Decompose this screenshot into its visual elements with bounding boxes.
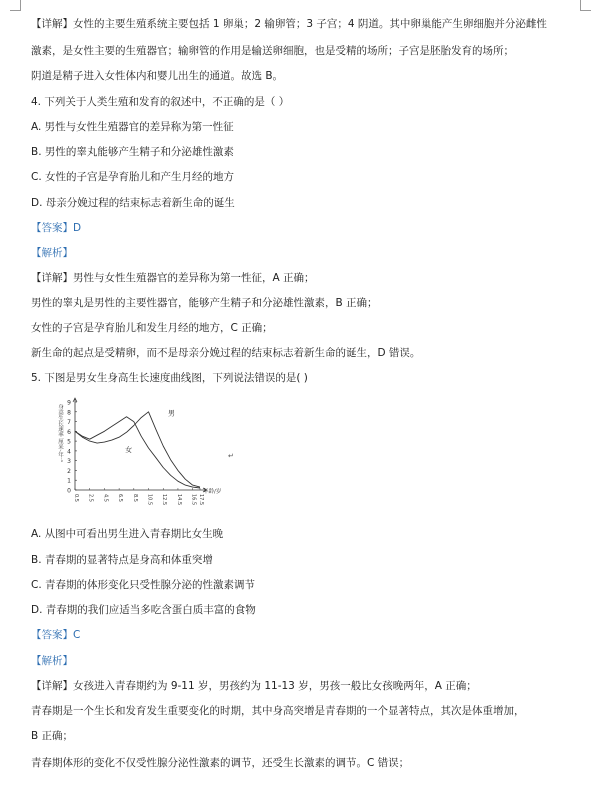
- x-tick-label: 6.5: [117, 494, 124, 502]
- page-corner-mark: [580, 0, 591, 11]
- option-b: B. 青春期的显著特点是身高和体重突增: [31, 554, 213, 566]
- series-label-male: 男: [167, 409, 175, 418]
- x-tick-label: 17.5: [198, 494, 204, 506]
- text-line: 男性的睾丸是男性的主要性器官，能够产生精子和分泌雄性激素，B 正确；: [31, 297, 378, 309]
- option-d: D. 母亲分娩过程的结束标志着新生命的诞生: [31, 197, 235, 209]
- x-tick-label: 4.5: [102, 494, 109, 502]
- x-tick-label: 12.5: [161, 494, 168, 506]
- text-line: 激素，是女性主要的生殖器官；输卵管的作用是输送卵细胞，也是受精的场所；子宫是胚胎发育的场所；: [31, 45, 514, 57]
- text-line: 青春期体形的变化不仅受性腺分泌性激素的调节，还受生长激素的调节。C 错误；: [31, 757, 410, 769]
- text-line: 【详解】女性的主要生殖系统主要包括 1 卵巢；2 输卵管；3 子宫；4 阴道。其中卵巢能产生卵细胞并分泌雌性: [31, 18, 547, 30]
- option-d: D. 青春期的我们应适当多吃含蛋白质丰富的食物: [31, 604, 256, 616]
- option-b: B. 男性的睾丸能够产生精子和分泌雄性激素: [31, 146, 234, 158]
- text-line: 【详解】女孩进入青春期约为 9-11 岁，男孩约为 11-13 岁，男孩一般比女孩晚两年，A 正确；: [31, 680, 477, 692]
- analysis-label: 【解析】: [31, 655, 73, 667]
- y-tick-label: 5: [67, 438, 71, 446]
- x-tick-label: 0.5: [73, 494, 79, 502]
- option-a: A. 男性与女性生殖器官的差异称为第一性征: [31, 121, 234, 133]
- analysis-label: 【解析】: [31, 247, 73, 259]
- y-tick-label: 1: [67, 477, 71, 485]
- y-tick-label: 9: [67, 399, 71, 407]
- y-tick-label: 7: [67, 419, 71, 427]
- text-line: 女性的子宫是孕育胎儿和发生月经的地方，C 正确；: [31, 322, 273, 334]
- growth-rate-chart: [55, 396, 225, 508]
- series-line-female: [75, 417, 200, 488]
- page-corner-mark: [10, 0, 21, 11]
- series-label-female: 女: [125, 446, 133, 455]
- text-line: 青春期是一个生长和发育发生重要变化的时期，其中身高突增是青春期的一个显著特点，其次是体重增加，: [31, 705, 525, 717]
- x-tick-label: 10.5: [146, 494, 153, 506]
- question-5-stem: 5. 下图是男女生身高生长速度曲线图，下列说法错误的是( ): [31, 372, 308, 384]
- series-line-male: [75, 412, 200, 487]
- x-tick-label: 14.5: [175, 494, 182, 506]
- y-tick-label: 3: [67, 458, 71, 466]
- x-tick-label: 16.5: [190, 494, 197, 506]
- answer-label: 【答案】C: [31, 629, 81, 641]
- x-tick-label: 2.5: [87, 494, 94, 502]
- text-line: 阴道是精子进入女性体内和婴儿出生的通道。故选 B。: [31, 70, 284, 82]
- text-line: B 正确；: [31, 730, 74, 742]
- question-4-stem: 4. 下列关于人类生殖和发育的叙述中，不正确的是（ ）: [31, 96, 290, 108]
- y-tick-label: 2: [67, 467, 71, 475]
- option-c: C. 青春期的体形变化只受性腺分泌的性激素调节: [31, 579, 256, 591]
- x-tick-label: 8.5: [131, 494, 138, 502]
- option-a: A. 从图中可看出男生进入青春期比女生晚: [31, 528, 224, 540]
- y-tick-label: 4: [67, 448, 71, 456]
- y-tick-label: 0: [67, 487, 71, 495]
- text-line: 新生命的起点是受精卵，而不是母亲分娩过程的结束标志着新生命的诞生，D 错误。: [31, 347, 421, 359]
- y-axis-label: 身高生长速率 厘米·年⁻¹: [57, 404, 63, 463]
- option-c: C. 女性的子宫是孕育胎儿和产生月经的地方: [31, 171, 235, 183]
- y-tick-label: 6: [67, 428, 71, 436]
- text-line: 【详解】男性与女性生殖器官的差异称为第一性征，A 正确；: [31, 272, 315, 284]
- y-tick-label: 8: [67, 409, 71, 417]
- paragraph-mark: ↵: [228, 452, 234, 460]
- x-axis-label: 年龄/岁: [203, 489, 222, 495]
- answer-label: 【答案】D: [31, 222, 82, 234]
